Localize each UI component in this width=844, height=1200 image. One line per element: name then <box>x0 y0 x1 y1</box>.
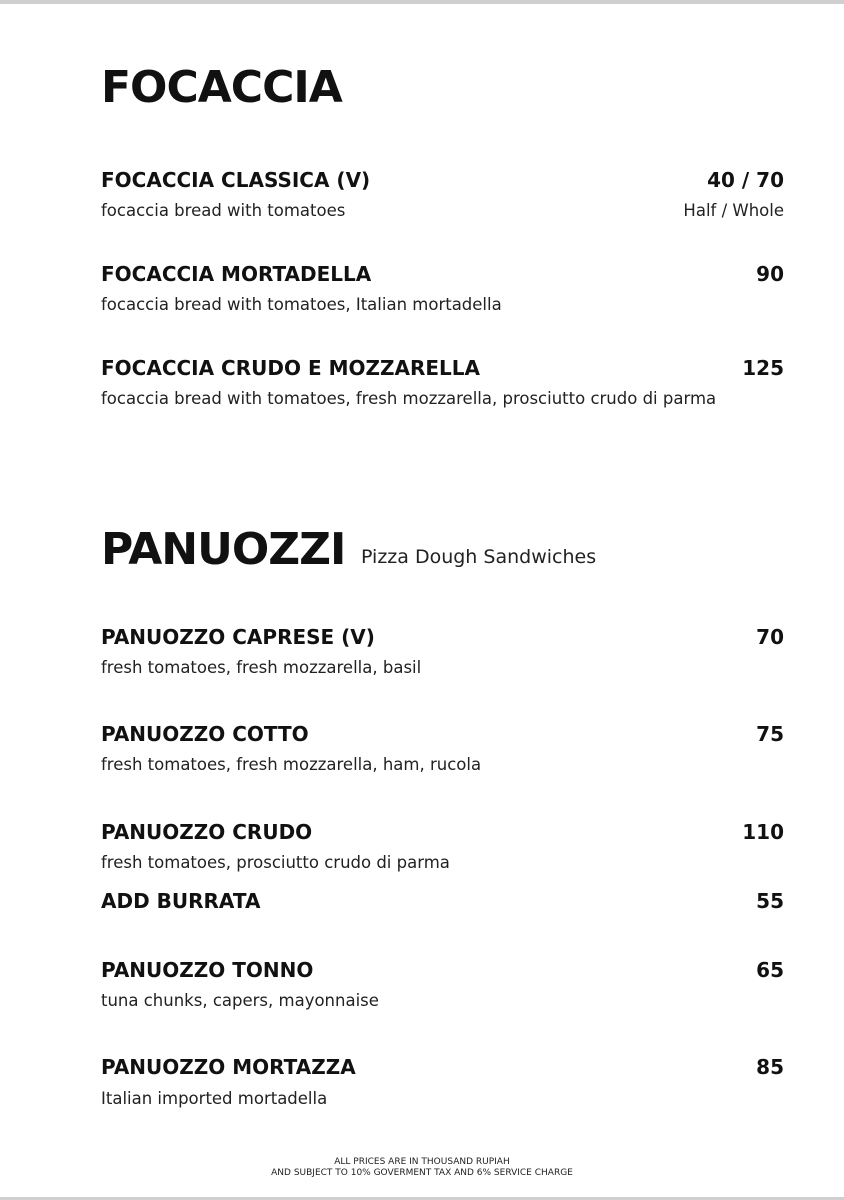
menu-item-name: PANUOZZO MORTAZZA <box>101 1055 356 1079</box>
menu-item-description: focaccia bread with tomatoes <box>101 201 346 220</box>
menu-item-name: FOCACCIA CRUDO E MOZZARELLA <box>101 356 480 380</box>
menu-item-price: 40 / 70 <box>707 168 784 192</box>
menu-item-description: Italian imported mortadella <box>101 1089 328 1108</box>
menu-item-description: fresh tomatoes, fresh mozzarella, basil <box>101 658 422 677</box>
menu-item-description: fresh tomatoes, prosciutto crudo di parma <box>101 853 450 872</box>
menu-item-price: 70 <box>756 625 784 649</box>
menu-item-price: 125 <box>742 356 784 380</box>
menu-item-name: PANUOZZO CRUDO <box>101 820 313 844</box>
menu-item-name: PANUOZZO CAPRESE (V) <box>101 625 375 649</box>
menu-item-name: PANUOZZO TONNO <box>101 958 314 982</box>
menu-item-price: 65 <box>756 958 784 982</box>
section-title-panuozzi: PANUOZZI <box>101 524 346 575</box>
addon-price: 55 <box>756 889 784 913</box>
menu-item-description: fresh tomatoes, fresh mozzarella, ham, rucola <box>101 755 482 774</box>
menu-item-price: 75 <box>756 722 784 746</box>
menu-item-name: FOCACCIA CLASSICA (V) <box>101 168 371 192</box>
menu-item-name: FOCACCIA MORTADELLA <box>101 262 372 286</box>
menu-item-name: PANUOZZO COTTO <box>101 722 309 746</box>
menu-item-description: focaccia bread with tomatoes, Italian mortadella <box>101 295 502 314</box>
footer-note-line1: ALL PRICES ARE IN THOUSAND RUPIAH <box>334 1157 510 1167</box>
addon-name: ADD BURRATA <box>101 889 261 913</box>
menu-item-description: focaccia bread with tomatoes, fresh mozzarella, prosciutto crudo di parma <box>101 389 717 408</box>
menu-item-price: 90 <box>756 262 784 286</box>
section-title-focaccia: FOCACCIA <box>101 62 342 113</box>
menu-item-price: 85 <box>756 1055 784 1079</box>
section-subtitle: Pizza Dough Sandwiches <box>361 546 597 568</box>
top-border <box>0 0 844 4</box>
menu-item-price-note: Half / Whole <box>683 201 784 220</box>
footer-note-line2: AND SUBJECT TO 10% GOVERMENT TAX AND 6% SERVICE CHARGE <box>271 1168 573 1178</box>
menu-item-description: tuna chunks, capers, mayonnaise <box>101 991 379 1010</box>
menu-item-price: 110 <box>742 820 784 844</box>
